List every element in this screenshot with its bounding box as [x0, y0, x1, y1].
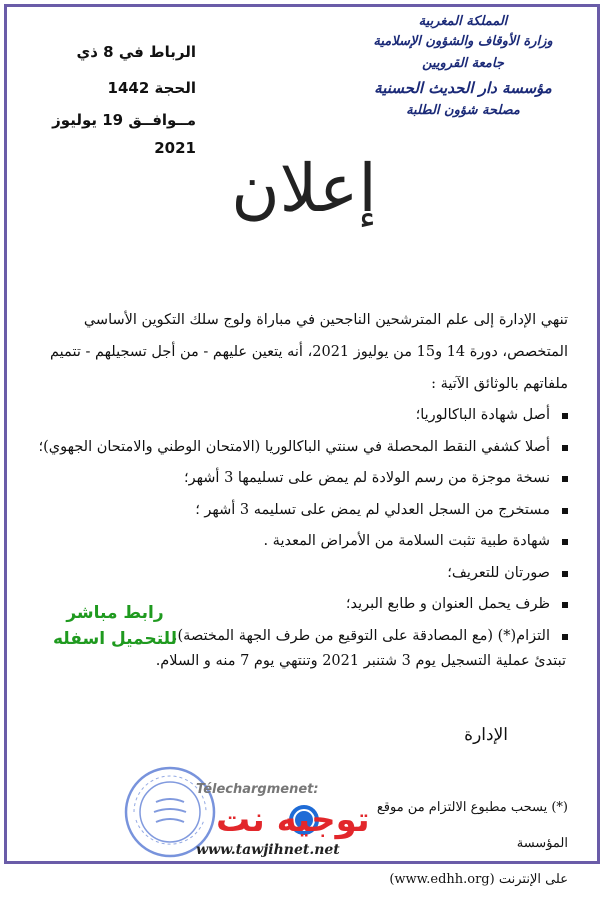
brand-logo-text: توجيه نت — [216, 800, 370, 840]
administration-signature: الإدارة — [464, 725, 508, 745]
list-item: مستخرج من السجل العدلي لم يمض على تسليمه 3 أشهر ؛ — [100, 495, 570, 527]
download-link-line-1: رابط مباشر — [66, 603, 164, 623]
ministry-line: وزارة الأوقاف والشؤون الإسلامية — [373, 34, 553, 49]
gregorian-date: مــوافــق 19 يوليوز 2021 — [52, 111, 196, 157]
department-line: مصلحة شؤون الطلبة — [406, 103, 520, 118]
institute-line: مؤسسة دار الحديث الحسنية — [374, 79, 552, 97]
intro-line-1: تنهي الإدارة إلى علم المترشحين الناجحين في مباراة ولوج سلك التكوين الأساسي — [83, 312, 568, 328]
kingdom-line: المملكة المغربية — [418, 14, 508, 29]
hijri-date: الرباط في 8 ذي الحجة 1442 — [76, 43, 196, 97]
download-label: Télechargmenet: — [196, 782, 319, 797]
list-item: أصلا كشفي النقط المحصلة في سنتي الباكالوريا (الامتحان الوطني والامتحان الجهوي)؛ — [100, 432, 570, 464]
list-item: صورتان للتعريف؛ — [100, 558, 570, 590]
list-item: أصل شهادة الباكالوريا؛ — [100, 400, 570, 432]
footnote-marker: (*) — [551, 800, 568, 815]
closing-sentence: تبتدئ عملية التسجيل يوم 3 شتنبر 2021 وتنتهي يوم 7 منه و السلام. — [155, 653, 566, 669]
footnote — [338, 790, 568, 898]
intro-paragraph — [38, 304, 568, 400]
list-item: شهادة طبية تثبت السلامة من الأمراض المعدية . — [100, 526, 570, 558]
date-block — [36, 34, 196, 162]
site-url[interactable]: www.tawjihnet.net — [196, 842, 340, 858]
footnote-text-1: يسحب مطبوع الالتزام من موقع المؤسسة — [376, 800, 568, 851]
institution-header — [348, 12, 578, 122]
footnote-line-2: على الإنترنت (www.edhh.org) — [389, 872, 568, 887]
list-item: نسخة موجزة من رسم الولادة لم يمض على تسليمها 3 أشهر؛ — [100, 463, 570, 495]
list-item: ظرف يحمل العنوان و طابع البريد؛ — [100, 589, 570, 621]
list-item: التزام(*) (مع المصادقة على التوقيع من طرف الجهة المختصة). — [100, 621, 570, 653]
intro-line-3: ملفاتهم بالوثائق الآتية : — [431, 376, 568, 392]
page-title: إعلان — [231, 150, 377, 227]
download-link-note[interactable] — [40, 600, 190, 652]
university-line: جامعة القرويين — [422, 56, 504, 71]
footnote-line-1 — [338, 790, 568, 862]
intro-line-2: المتخصص، دورة 14 و15 من يوليوز 2021، أنه يتعين عليهم - من أجل تسجيلهم - تتميم — [50, 344, 568, 360]
download-link-line-2: للتحميل اسفله — [53, 629, 177, 649]
